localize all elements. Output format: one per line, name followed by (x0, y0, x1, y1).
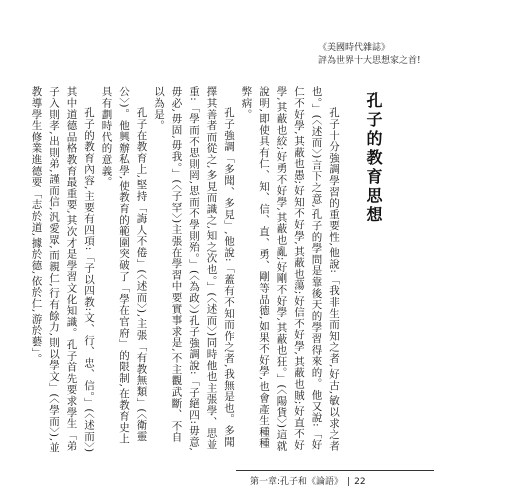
header-note (318, 42, 438, 68)
paragraph: 孔子強調「多聞、多見」,他說:「蓋有不知而作之者,我無是也。多聞擇其善者而從之,多見而識之,知之次也。」(〈述而〉)同時他也主張學、思並重:「學而不思則罔,思而不學則殆。」(〈為政〉)孔子強調說:「子絕四:毋意,毋必,毋固,毋我。」(〈子罕〉)主張在學習中要實事求是,不主觀武斷、不自以為是。 (153, 86, 235, 452)
footer-rule (236, 470, 434, 471)
section-title: 孔子的教育思想 (364, 92, 383, 225)
body-text (30, 86, 342, 454)
footer-separator: | (347, 477, 351, 487)
header-line-2: 評為世界十大思想家之首! (318, 56, 421, 66)
footer (250, 474, 366, 487)
header-line-1: 《美國時代雜誌》 (318, 43, 391, 53)
paragraph: 孔子十分強調學習的重要性,他說:「我非生而知之者,好古,敏以求之者也。」(〈述而〉)言下之意,孔子的學問是靠後天的學習得來的。他又說:「好仁不好學,其蔽也愚;好知不好學,其蔽也蕩;好信不好學,其蔽也賊;好直不好學,其蔽也絞;好勇不好學,其蔽也亂;好剛不好學,其蔽也狂。」(〈陽貨〉)這就說明,即使具有仁、知、信、直、勇、剛等品德,如果不好學,也會產生種種弊病。 (240, 86, 340, 452)
paragraph: 孔子的教育內容,主要有四項:「子以四教:文、行、忠、信。」(〈述而〉)其中道德品格教育最重要,其次才是學習文化知識。孔子首先要求學生「弟子入則孝,出則弟,謹而信,汎愛眾,而親仁,行有餘力,則以學文」(〈學而〉),並教導學生修業進德要「志於道,據於德,依於仁,游於藝」。 (30, 86, 95, 454)
chapter-title: 第一章:孔子和《論語》 (250, 477, 344, 487)
paragraph: 孔子在教育上,堅持「誨人不倦」(〈述而〉),主張「有教無類」(〈衛靈公〉)。他興辦私學,使教育的範圍突破了「學在官府」的限制,在教育史上具有劃時代的意義。 (100, 86, 148, 445)
page-number: 22 (354, 477, 366, 487)
